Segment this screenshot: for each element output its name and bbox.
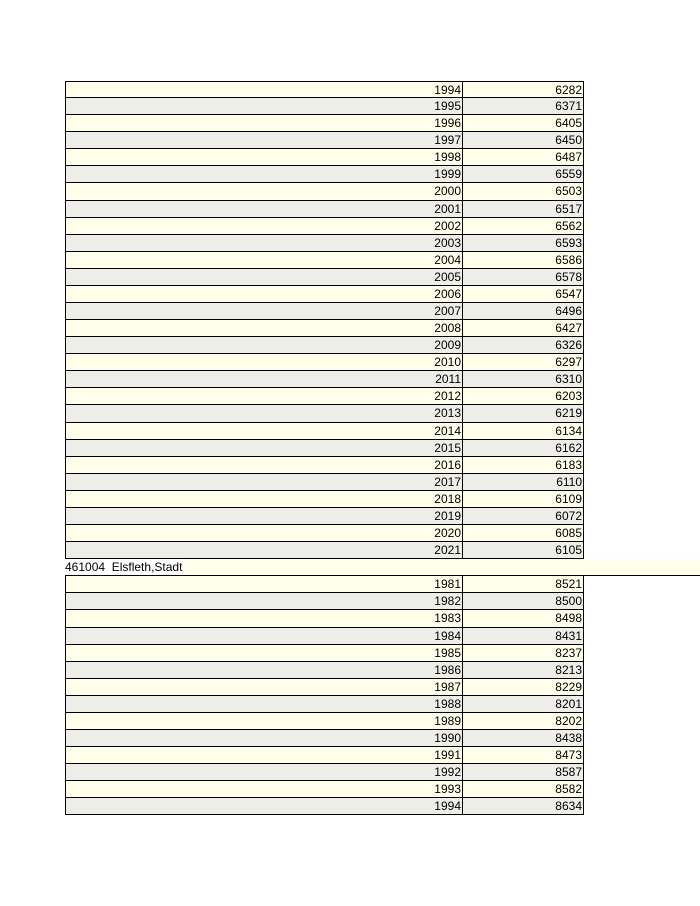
year-cell[interactable]: 1998	[65, 149, 462, 166]
value-cell[interactable]: 6134	[462, 423, 584, 440]
table-row	[65, 645, 700, 662]
year-cell[interactable]: 2016	[65, 457, 462, 474]
value-cell[interactable]: 8498	[462, 610, 584, 627]
value-cell[interactable]: 6219	[462, 405, 584, 422]
year-cell[interactable]: 1999	[65, 166, 462, 183]
value-cell[interactable]: 6105	[462, 542, 584, 559]
value-cell[interactable]: 6110	[462, 474, 584, 491]
value-cell[interactable]: 6405	[462, 115, 584, 132]
year-cell[interactable]: 2017	[65, 474, 462, 491]
year-cell[interactable]: 2000	[65, 183, 462, 200]
value-cell[interactable]: 6072	[462, 508, 584, 525]
value-cell[interactable]: 8201	[462, 696, 584, 713]
table-row	[65, 610, 700, 627]
year-cell[interactable]: 1993	[65, 781, 462, 798]
table-row	[65, 218, 700, 235]
value-cell[interactable]: 6547	[462, 286, 584, 303]
table-row	[65, 423, 700, 440]
table-row	[65, 593, 700, 610]
value-cell[interactable]: 6578	[462, 269, 584, 286]
table-row	[65, 201, 700, 218]
value-cell[interactable]: 8634	[462, 798, 584, 815]
table-row	[65, 747, 700, 764]
value-cell[interactable]: 6085	[462, 525, 584, 542]
group-rows-previous	[65, 81, 700, 559]
value-cell[interactable]: 8500	[462, 593, 584, 610]
year-cell[interactable]: 1985	[65, 645, 462, 662]
year-cell[interactable]: 1992	[65, 764, 462, 781]
year-cell[interactable]: 2001	[65, 201, 462, 218]
value-cell[interactable]: 6593	[462, 235, 584, 252]
table-row	[65, 542, 700, 559]
table-row	[65, 286, 700, 303]
value-cell[interactable]: 6282	[462, 81, 584, 98]
table-row	[65, 320, 700, 337]
year-cell[interactable]: 2010	[65, 354, 462, 371]
year-cell[interactable]: 1990	[65, 730, 462, 747]
year-cell[interactable]: 2004	[65, 252, 462, 269]
table-row	[65, 662, 700, 679]
year-cell[interactable]: 2014	[65, 423, 462, 440]
value-cell[interactable]: 8438	[462, 730, 584, 747]
table-row	[65, 491, 700, 508]
table-row	[65, 235, 700, 252]
table-row	[65, 576, 700, 593]
year-cell[interactable]: 2005	[65, 269, 462, 286]
year-cell[interactable]: 1987	[65, 679, 462, 696]
value-cell[interactable]: 6559	[462, 166, 584, 183]
table-row	[65, 354, 700, 371]
year-cell[interactable]: 2015	[65, 440, 462, 457]
table-row	[65, 628, 700, 645]
value-cell[interactable]: 6562	[462, 218, 584, 235]
value-cell[interactable]: 6203	[462, 388, 584, 405]
table-row	[65, 781, 700, 798]
group-rows-elsfleth	[65, 576, 700, 815]
table-row	[65, 474, 700, 491]
value-cell[interactable]: 6371	[462, 98, 584, 115]
year-cell[interactable]: 2013	[65, 405, 462, 422]
value-cell[interactable]: 6503	[462, 183, 584, 200]
year-cell[interactable]: 1996	[65, 115, 462, 132]
year-cell[interactable]: 2020	[65, 525, 462, 542]
value-cell[interactable]: 8582	[462, 781, 584, 798]
year-cell[interactable]: 2011	[65, 371, 462, 388]
year-cell[interactable]: 1989	[65, 713, 462, 730]
year-cell[interactable]: 2008	[65, 320, 462, 337]
year-cell[interactable]: 1981	[65, 576, 462, 593]
value-cell[interactable]: 8213	[462, 662, 584, 679]
value-cell[interactable]: 6326	[462, 337, 584, 354]
table-row	[65, 303, 700, 320]
value-cell[interactable]: 6427	[462, 320, 584, 337]
table-row	[65, 132, 700, 149]
value-cell[interactable]: 8473	[462, 747, 584, 764]
table-row	[65, 269, 700, 286]
table-row	[65, 252, 700, 269]
value-cell[interactable]: 6487	[462, 149, 584, 166]
year-cell[interactable]: 2012	[65, 388, 462, 405]
year-cell[interactable]: 2006	[65, 286, 462, 303]
value-cell[interactable]: 6450	[462, 132, 584, 149]
table-row	[65, 149, 700, 166]
value-cell[interactable]: 6162	[462, 440, 584, 457]
value-cell[interactable]: 6183	[462, 457, 584, 474]
spreadsheet-table	[65, 81, 700, 815]
value-cell[interactable]: 6109	[462, 491, 584, 508]
year-cell[interactable]: 2003	[65, 235, 462, 252]
value-cell[interactable]: 8521	[462, 576, 584, 593]
value-cell[interactable]: 8237	[462, 645, 584, 662]
table-row	[65, 730, 700, 747]
year-cell[interactable]: 2002	[65, 218, 462, 235]
year-cell[interactable]: 1984	[65, 628, 462, 645]
table-row	[65, 115, 700, 132]
table-row	[65, 696, 700, 713]
table-row	[65, 764, 700, 781]
value-cell[interactable]: 8587	[462, 764, 584, 781]
year-cell[interactable]: 2021	[65, 542, 462, 559]
year-cell[interactable]: 2018	[65, 491, 462, 508]
table-row	[65, 337, 700, 354]
table-row	[65, 166, 700, 183]
value-cell[interactable]: 8229	[462, 679, 584, 696]
year-cell[interactable]: 1986	[65, 662, 462, 679]
table-row	[65, 98, 700, 115]
value-cell[interactable]: 8202	[462, 713, 584, 730]
value-cell[interactable]: 6517	[462, 201, 584, 218]
year-cell[interactable]: 2009	[65, 337, 462, 354]
group-header-label: 461004 Elsfleth,Stadt	[65, 560, 183, 575]
value-cell[interactable]: 6310	[462, 371, 584, 388]
table-row	[65, 713, 700, 730]
table-row	[65, 679, 700, 696]
table-row	[65, 798, 700, 815]
table-row	[65, 405, 700, 422]
table-row	[65, 525, 700, 542]
table-row	[65, 388, 700, 405]
group-header-row	[65, 559, 700, 576]
table-row	[65, 457, 700, 474]
year-cell[interactable]: 1991	[65, 747, 462, 764]
value-cell[interactable]: 6586	[462, 252, 584, 269]
table-row	[65, 81, 700, 98]
year-cell[interactable]: 2019	[65, 508, 462, 525]
year-cell[interactable]: 1994	[65, 81, 462, 98]
year-cell[interactable]: 1997	[65, 132, 462, 149]
value-cell[interactable]: 6297	[462, 354, 584, 371]
value-cell[interactable]: 6496	[462, 303, 584, 320]
table-row	[65, 508, 700, 525]
year-cell[interactable]: 1988	[65, 696, 462, 713]
year-cell[interactable]: 1982	[65, 593, 462, 610]
table-row	[65, 440, 700, 457]
year-cell[interactable]: 1983	[65, 610, 462, 627]
value-cell[interactable]: 8431	[462, 628, 584, 645]
year-cell[interactable]: 1995	[65, 98, 462, 115]
table-row	[65, 183, 700, 200]
table-row	[65, 371, 700, 388]
year-cell[interactable]: 1994	[65, 798, 462, 815]
year-cell[interactable]: 2007	[65, 303, 462, 320]
